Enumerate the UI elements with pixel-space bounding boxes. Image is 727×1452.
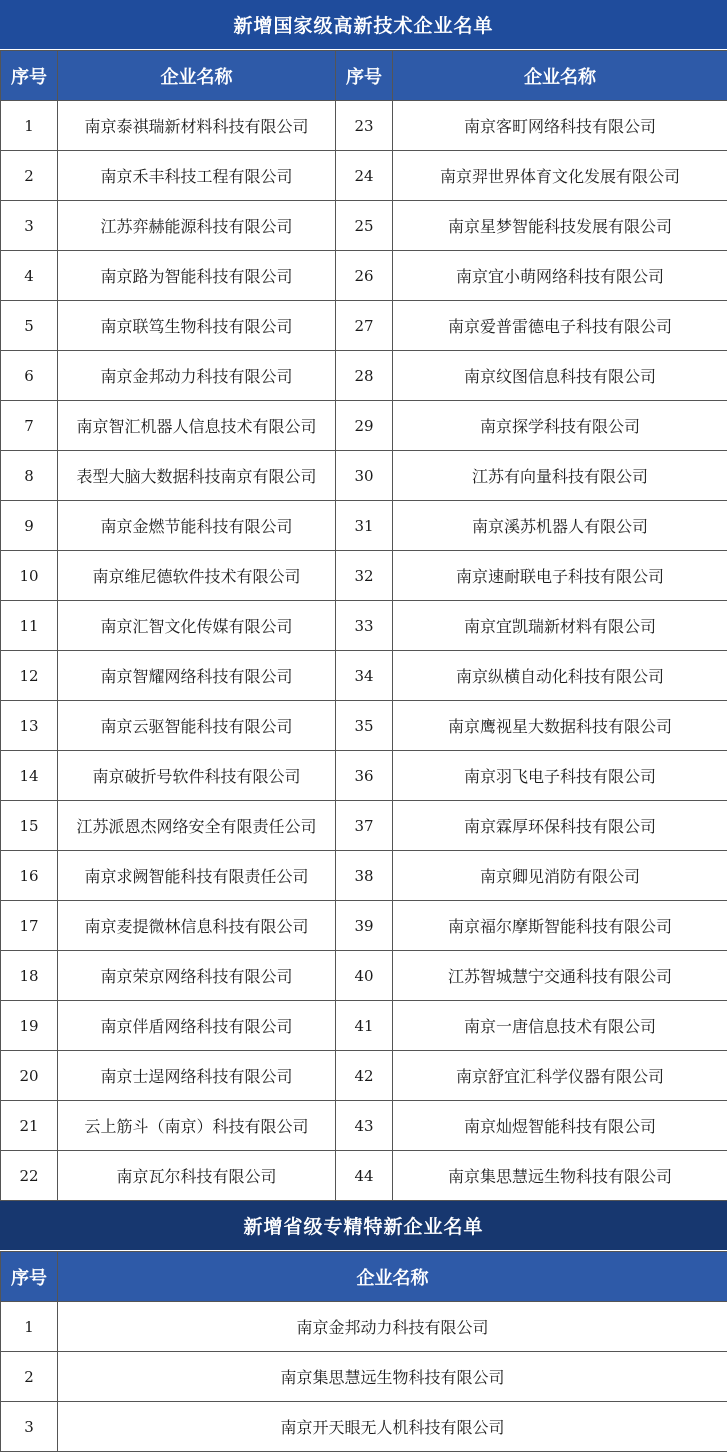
table-row (1, 1151, 727, 1201)
seq-cell: 20 (1, 1051, 58, 1101)
seq-cell: 24 (336, 151, 393, 201)
table-row (1, 451, 727, 501)
company-name-cell: 江苏智城慧宁交通科技有限公司 (393, 951, 727, 1001)
table-row (1, 201, 727, 251)
seq-cell: 17 (1, 901, 58, 951)
seq-cell: 23 (336, 101, 393, 151)
company-name-cell: 南京舒宜汇科学仪器有限公司 (393, 1051, 727, 1101)
company-name-cell: 南京宜小萌网络科技有限公司 (393, 251, 727, 301)
company-name-cell: 南京伴盾网络科技有限公司 (58, 1001, 336, 1051)
table-row (1, 301, 727, 351)
company-name-cell: 南京路为智能科技有限公司 (58, 251, 336, 301)
company-name-cell: 南京维尼德软件技术有限公司 (58, 551, 336, 601)
table1-header-row (1, 51, 727, 101)
seq-cell: 14 (1, 751, 58, 801)
company-name-cell: 南京汇智文化传媒有限公司 (58, 601, 336, 651)
company-name-cell: 南京士逞网络科技有限公司 (58, 1051, 336, 1101)
seq-cell: 6 (1, 351, 58, 401)
seq-cell: 31 (336, 501, 393, 551)
company-name-cell: 南京求阙智能科技有限责任公司 (58, 851, 336, 901)
seq-cell: 43 (336, 1101, 393, 1151)
seq-cell: 13 (1, 701, 58, 751)
table1-body (1, 101, 727, 1201)
company-name-cell: 南京溪苏机器人有限公司 (393, 501, 727, 551)
table-row (1, 1302, 727, 1352)
table-row (1, 551, 727, 601)
company-name-cell: 南京探学科技有限公司 (393, 401, 727, 451)
table-row (1, 701, 727, 751)
company-name-cell: 南京客町网络科技有限公司 (393, 101, 727, 151)
seq-cell: 32 (336, 551, 393, 601)
seq-cell: 18 (1, 951, 58, 1001)
header-seq: 序号 (1, 1252, 58, 1302)
table1-title: 新增国家级高新技术企业名单 (0, 0, 727, 50)
seq-cell: 35 (336, 701, 393, 751)
company-name-cell: 南京瓦尔科技有限公司 (58, 1151, 336, 1201)
seq-cell: 16 (1, 851, 58, 901)
seq-cell: 12 (1, 651, 58, 701)
company-name-cell: 南京禾丰科技工程有限公司 (58, 151, 336, 201)
company-name-cell: 南京鹰视星大数据科技有限公司 (393, 701, 727, 751)
seq-cell: 7 (1, 401, 58, 451)
company-name-cell: 南京卿见消防有限公司 (393, 851, 727, 901)
table-row (1, 951, 727, 1001)
table-row (1, 1352, 727, 1402)
company-name-cell: 南京破折号软件科技有限公司 (58, 751, 336, 801)
company-name-cell: 南京联笃生物科技有限公司 (58, 301, 336, 351)
table-row (1, 651, 727, 701)
company-name-cell: 南京羽飞电子科技有限公司 (393, 751, 727, 801)
company-name-cell: 南京云驱智能科技有限公司 (58, 701, 336, 751)
table-row (1, 601, 727, 651)
seq-cell: 26 (336, 251, 393, 301)
seq-cell: 11 (1, 601, 58, 651)
company-name-cell: 南京荣京网络科技有限公司 (58, 951, 336, 1001)
company-name-cell: 南京金邦动力科技有限公司 (58, 1302, 727, 1352)
seq-cell: 2 (1, 1352, 58, 1402)
table-row (1, 1101, 727, 1151)
company-name-cell: 南京纵横自动化科技有限公司 (393, 651, 727, 701)
seq-cell: 44 (336, 1151, 393, 1201)
company-name-cell: 南京集思慧远生物科技有限公司 (393, 1151, 727, 1201)
company-name-cell: 江苏派恩杰网络安全有限责任公司 (58, 801, 336, 851)
company-name-cell: 南京智汇机器人信息技术有限公司 (58, 401, 336, 451)
company-name-cell: 表型大脑大数据科技南京有限公司 (58, 451, 336, 501)
seq-cell: 21 (1, 1101, 58, 1151)
seq-cell: 25 (336, 201, 393, 251)
seq-cell: 19 (1, 1001, 58, 1051)
header-name-right: 企业名称 (393, 51, 727, 101)
company-name-cell: 南京羿世界体育文化发展有限公司 (393, 151, 727, 201)
table2-header-row (1, 1252, 727, 1302)
seq-cell: 15 (1, 801, 58, 851)
seq-cell: 3 (1, 1402, 58, 1452)
seq-cell: 39 (336, 901, 393, 951)
seq-cell: 22 (1, 1151, 58, 1201)
table-row (1, 251, 727, 301)
company-name-cell: 云上筋斗（南京）科技有限公司 (58, 1101, 336, 1151)
seq-cell: 38 (336, 851, 393, 901)
table-row (1, 751, 727, 801)
header-seq-left: 序号 (1, 51, 58, 101)
seq-cell: 10 (1, 551, 58, 601)
seq-cell: 30 (336, 451, 393, 501)
seq-cell: 3 (1, 201, 58, 251)
seq-cell: 1 (1, 1302, 58, 1352)
company-name-cell: 江苏有向量科技有限公司 (393, 451, 727, 501)
table-row (1, 801, 727, 851)
company-name-cell: 南京灿煜智能科技有限公司 (393, 1101, 727, 1151)
seq-cell: 1 (1, 101, 58, 151)
header-name-left: 企业名称 (58, 51, 336, 101)
company-name-cell: 江苏弈赫能源科技有限公司 (58, 201, 336, 251)
table1 (0, 50, 727, 1201)
company-name-cell: 南京智耀网络科技有限公司 (58, 651, 336, 701)
seq-cell: 34 (336, 651, 393, 701)
seq-cell: 27 (336, 301, 393, 351)
seq-cell: 28 (336, 351, 393, 401)
seq-cell: 29 (336, 401, 393, 451)
seq-cell: 41 (336, 1001, 393, 1051)
company-name-cell: 南京宜凯瑞新材料有限公司 (393, 601, 727, 651)
company-name-cell: 南京金邦动力科技有限公司 (58, 351, 336, 401)
table-row (1, 1402, 727, 1452)
company-name-cell: 南京一唐信息技术有限公司 (393, 1001, 727, 1051)
table-row (1, 901, 727, 951)
table-row (1, 851, 727, 901)
seq-cell: 4 (1, 251, 58, 301)
table-row (1, 101, 727, 151)
company-name-cell: 南京福尔摩斯智能科技有限公司 (393, 901, 727, 951)
company-name-cell: 南京霖厚环保科技有限公司 (393, 801, 727, 851)
header-name: 企业名称 (58, 1252, 727, 1302)
company-name-cell: 南京速耐联电子科技有限公司 (393, 551, 727, 601)
seq-cell: 42 (336, 1051, 393, 1101)
seq-cell: 2 (1, 151, 58, 201)
seq-cell: 36 (336, 751, 393, 801)
seq-cell: 5 (1, 301, 58, 351)
header-seq-right: 序号 (336, 51, 393, 101)
company-name-cell: 南京金燃节能科技有限公司 (58, 501, 336, 551)
table-row (1, 501, 727, 551)
company-name-cell: 南京爱普雷德电子科技有限公司 (393, 301, 727, 351)
table2-body (1, 1302, 727, 1452)
seq-cell: 37 (336, 801, 393, 851)
company-name-cell: 南京星梦智能科技发展有限公司 (393, 201, 727, 251)
seq-cell: 9 (1, 501, 58, 551)
seq-cell: 40 (336, 951, 393, 1001)
table-row (1, 1001, 727, 1051)
table-row (1, 1051, 727, 1101)
seq-cell: 8 (1, 451, 58, 501)
company-name-cell: 南京开天眼无人机科技有限公司 (58, 1402, 727, 1452)
company-name-cell: 南京纹图信息科技有限公司 (393, 351, 727, 401)
company-name-cell: 南京泰祺瑞新材料科技有限公司 (58, 101, 336, 151)
company-name-cell: 南京麦提微林信息科技有限公司 (58, 901, 336, 951)
company-name-cell: 南京集思慧远生物科技有限公司 (58, 1352, 727, 1402)
table2 (0, 1251, 727, 1452)
table-row (1, 401, 727, 451)
table-row (1, 351, 727, 401)
seq-cell: 33 (336, 601, 393, 651)
table-row (1, 151, 727, 201)
table2-title: 新增省级专精特新企业名单 (0, 1201, 727, 1251)
